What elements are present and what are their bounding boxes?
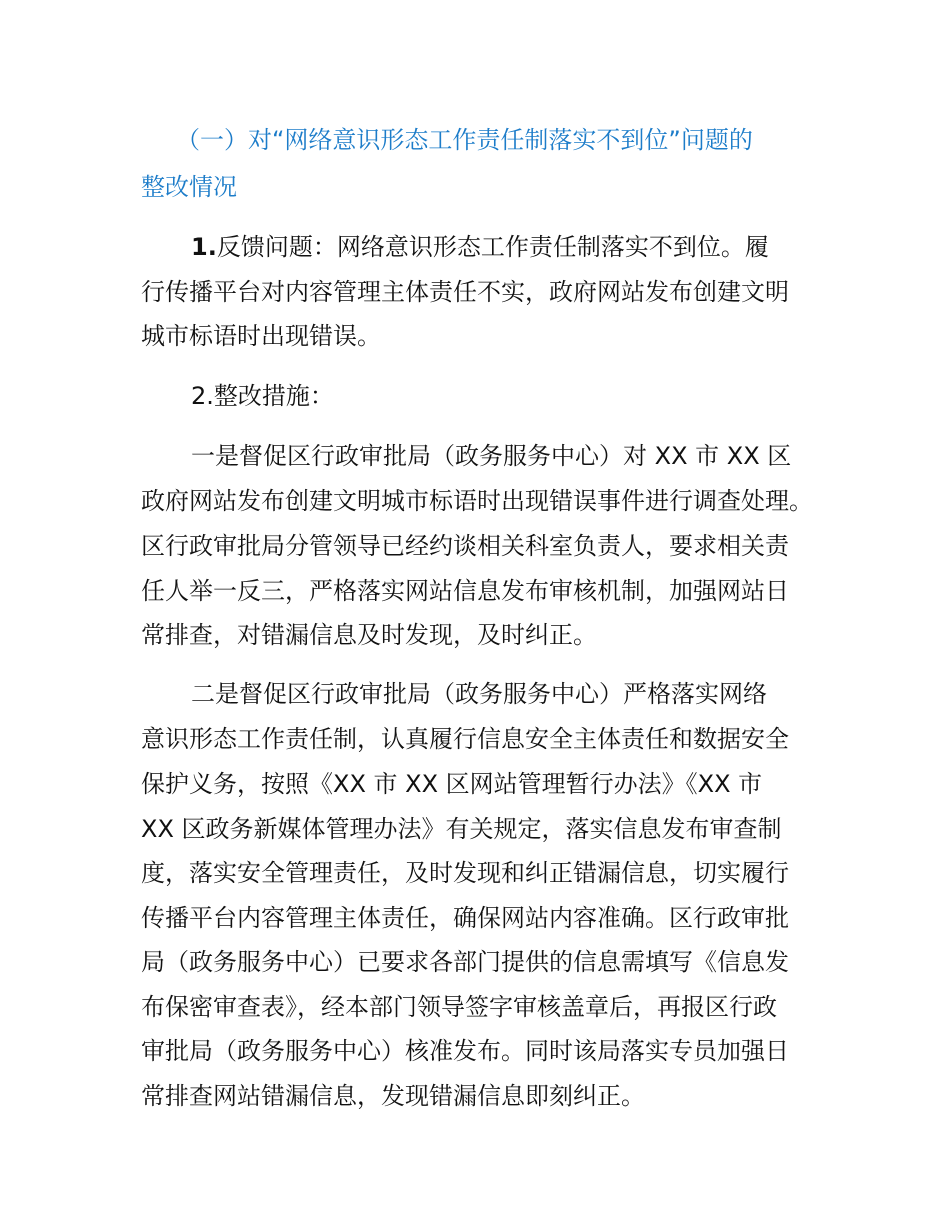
- measure-two-line-3: 保护义务，按照《XX 市 XX 区网站管理暂行办法》《XX 市: [141, 770, 763, 798]
- measure-two-line-7: 局（政务服务中心）已要求各部门提供的信息需填写《信息发: [141, 948, 789, 976]
- measure-one-line-3: 区行政审批局分管领导已经约谈相关科室负责人，要求相关责: [141, 532, 789, 560]
- feedback-paragraph-line-1: [191, 231, 769, 263]
- measure-one-line-2: 政府网站发布创建文明城市标语时出现错误事件进行调查处理。: [141, 487, 813, 515]
- measure-two-line-8: 布保密审查表》，经本部门领导签字审核盖章后，再报区行政: [141, 993, 777, 1021]
- section-heading-line-1: （一）对“网络意识形态工作责任制落实不到位”问题的: [176, 126, 753, 154]
- measure-two-line-5: 度，落实安全管理责任，及时发现和纠正错漏信息，切实履行: [141, 859, 789, 887]
- measure-two-line-4: XX 区政务新媒体管理办法》有关规定，落实信息发布审查制: [141, 815, 782, 843]
- feedback-text: 反馈问题：网络意识形态工作责任制落实不到位。履: [216, 233, 769, 261]
- measure-two-line-1: 二是督促区行政审批局（政务服务中心）严格落实网络: [191, 680, 767, 708]
- measure-two-line-9: 审批局（政务服务中心）核准发布。同时该局落实专员加强日: [141, 1037, 789, 1065]
- section-heading-line-2: 整改情况: [141, 173, 237, 201]
- measure-one-line-4: 任人举一反三，严格落实网站信息发布审核机制，加强网站日: [141, 577, 789, 605]
- measure-two-line-6: 传播平台内容管理主体责任，确保网站内容准确。区行政审批: [141, 904, 789, 932]
- measure-two-line-10: 常排查网站错漏信息，发现错漏信息即刻纠正。: [141, 1082, 645, 1110]
- measures-title: 2.整改措施：: [191, 382, 334, 410]
- feedback-paragraph-line-2: 行传播平台对内容管理主体责任不实，政府网站发布创建文明: [141, 278, 789, 306]
- feedback-paragraph-line-3: 城市标语时出现错误。: [141, 322, 381, 350]
- feedback-number: 1.: [191, 233, 217, 261]
- measure-one-line-5: 常排查，对错漏信息及时发现，及时纠正。: [141, 621, 597, 649]
- measure-one-line-1: 一是督促区行政审批局（政务服务中心）对 XX 市 XX 区: [191, 442, 792, 470]
- measure-two-line-2: 意识形态工作责任制，认真履行信息安全主体责任和数据安全: [141, 725, 789, 753]
